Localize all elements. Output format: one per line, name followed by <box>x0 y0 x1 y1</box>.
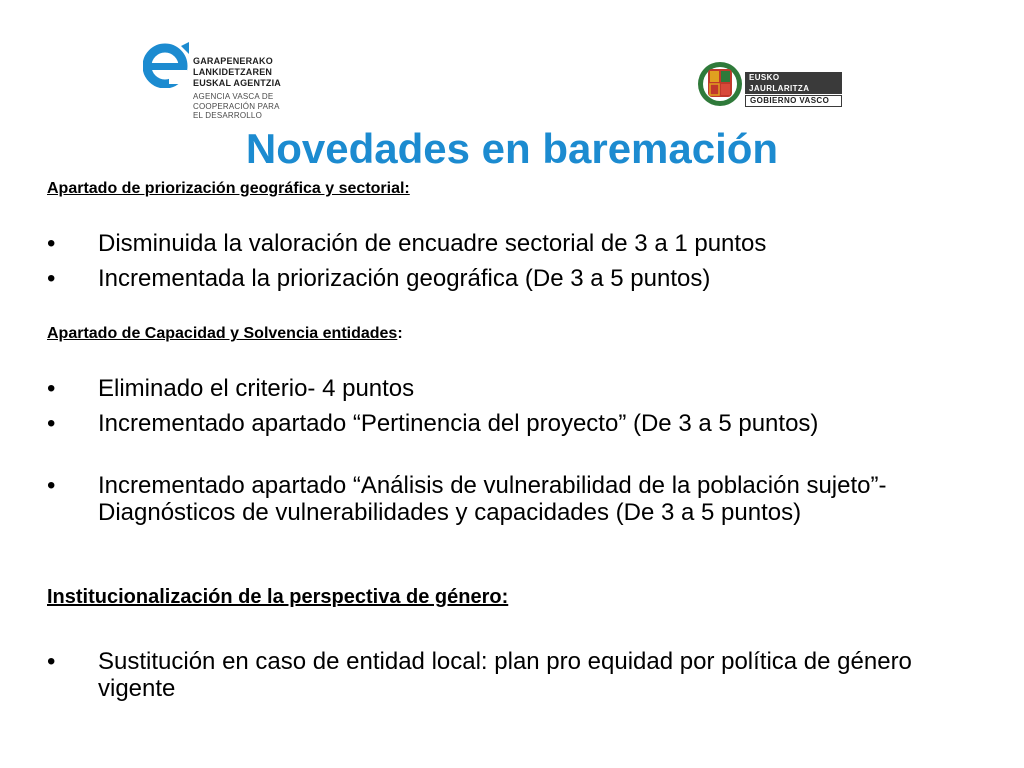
agency-name-basque: GARAPENERAKO LANKIDETZAREN EUSKAL AGENTZIA <box>193 56 282 88</box>
section-heading-capacity <box>47 325 403 343</box>
list-item-text: Sustitución en caso de entidad local: plan pro equidad por política de género vigente <box>98 648 912 702</box>
list-item-text: Eliminado el criterio- 4 puntos <box>98 375 415 402</box>
agency-e-icon <box>143 42 191 88</box>
government-name <box>745 72 842 107</box>
agency-logo <box>143 42 293 126</box>
page-title: Novedades en baremación <box>245 125 779 172</box>
section-heading-text: Apartado de Capacidad y Solvencia entidades <box>47 325 398 342</box>
section-heading-gender: Institucionalización de la perspectiva de género: <box>47 586 509 608</box>
bullet-marker: • <box>47 230 56 257</box>
section-heading-colon: : <box>397 325 403 342</box>
bullet-marker: • <box>47 472 56 499</box>
list-item-text: Incrementado apartado “Análisis de vulnerabilidad de la población sujeto”- Diagnósticos de vulnerabilidades y capacidades (De 3 a 5 puntos) <box>98 472 887 526</box>
list-item-text: Incrementado apartado “Pertinencia del proyecto” (De 3 a 5 puntos) <box>98 410 819 437</box>
bullet-marker: • <box>47 265 56 292</box>
section-heading-geographic: Apartado de priorización geográfica y sectorial: <box>47 180 410 197</box>
government-name-basque: EUSKO JAURLARITZA <box>745 72 842 94</box>
agency-name-spanish: AGENCIA VASCA DE COOPERACIÓN PARA EL DESARROLLO <box>193 92 280 120</box>
list-item-text: Incrementada la priorización geográfica (De 3 a 5 puntos) <box>98 265 711 292</box>
list-item-text: Disminuida la valoración de encuadre sectorial de 3 a 1 puntos <box>98 230 767 257</box>
coat-of-arms-icon <box>697 58 743 110</box>
bullet-marker: • <box>47 410 56 437</box>
government-logo <box>697 58 847 110</box>
bullet-marker: • <box>47 375 56 402</box>
bullet-marker: • <box>47 648 56 675</box>
government-name-spanish: GOBIERNO VASCO <box>745 95 842 107</box>
